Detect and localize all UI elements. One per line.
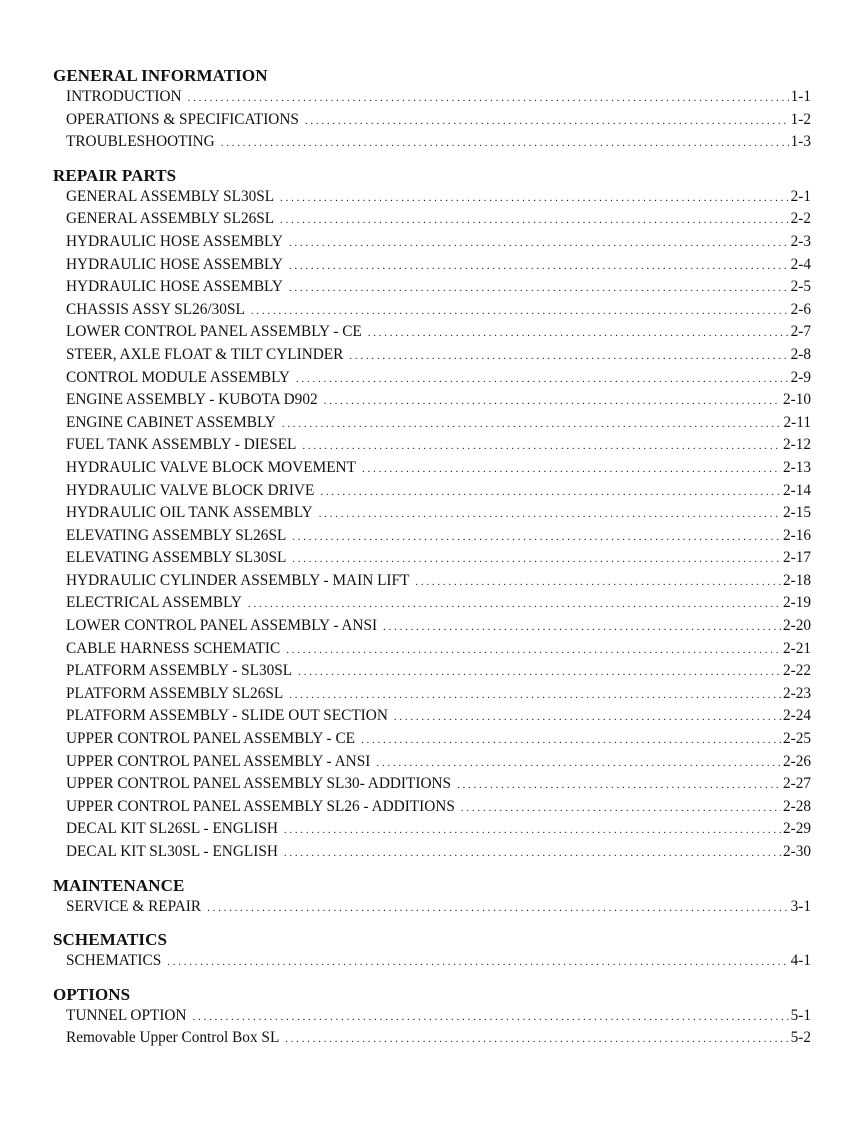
dot-leader — [280, 209, 788, 232]
entry-label: UPPER CONTROL PANEL ASSEMBLY - CE — [66, 730, 356, 748]
entry-label: CHASSIS ASSY SL26/30SL — [66, 300, 245, 318]
dot-leader — [349, 345, 788, 368]
dot-leader — [292, 548, 781, 571]
entry-page-number: 2-10 — [782, 391, 811, 409]
entry-label: SCHEMATICS — [66, 952, 162, 970]
toc-entry[interactable] — [53, 547, 811, 570]
dot-leader — [296, 368, 789, 391]
dot-leader — [368, 322, 789, 345]
dot-leader — [394, 706, 781, 729]
toc-entry[interactable] — [53, 434, 811, 457]
toc-entry[interactable] — [53, 570, 811, 593]
section-entries — [53, 1005, 811, 1050]
toc-entry[interactable] — [53, 660, 811, 683]
entry-label: PLATFORM ASSEMBLY - SL30SL — [66, 662, 293, 680]
entry-page-number: 2-5 — [790, 278, 811, 296]
toc-entry[interactable] — [53, 186, 811, 209]
toc-entry[interactable] — [53, 615, 811, 638]
toc-entry[interactable] — [53, 751, 811, 774]
table-of-contents — [53, 65, 811, 1050]
toc-entry[interactable] — [53, 480, 811, 503]
toc-section — [53, 165, 811, 864]
dot-leader — [376, 752, 781, 775]
section-entries — [53, 86, 811, 154]
toc-entry[interactable] — [53, 728, 811, 751]
toc-entry[interactable] — [53, 638, 811, 661]
dot-leader — [286, 639, 781, 662]
dot-leader — [221, 132, 789, 155]
entry-page-number: 2-20 — [782, 617, 811, 635]
entry-label: Removable Upper Control Box SL — [66, 1029, 280, 1047]
toc-entry[interactable] — [53, 131, 811, 154]
entry-page-number: 2-16 — [782, 526, 811, 544]
entry-label: ELECTRICAL ASSEMBLY — [66, 594, 242, 612]
toc-entry[interactable] — [53, 412, 811, 435]
toc-entry[interactable] — [53, 525, 811, 548]
entry-page-number: 2-4 — [790, 255, 811, 273]
entry-label: PLATFORM ASSEMBLY SL26SL — [66, 684, 284, 702]
entry-label: PLATFORM ASSEMBLY - SLIDE OUT SECTION — [66, 707, 388, 725]
entry-label: GENERAL ASSEMBLY SL26SL — [66, 210, 275, 228]
dot-leader — [289, 255, 789, 278]
entry-page-number: 3-1 — [790, 897, 811, 915]
entry-label: TROUBLESHOOTING — [66, 133, 215, 151]
entry-label: STEER, AXLE FLOAT & TILT CYLINDER — [66, 345, 344, 363]
toc-section — [53, 65, 811, 154]
dot-leader — [251, 300, 789, 323]
entry-label: OPERATIONS & SPECIFICATIONS — [66, 110, 299, 128]
dot-leader — [305, 110, 789, 133]
entry-label: ELEVATING ASSEMBLY SL26SL — [66, 526, 287, 544]
entry-label: TUNNEL OPTION — [66, 1006, 187, 1024]
entry-label: UPPER CONTROL PANEL ASSEMBLY SL30- ADDITIONS — [66, 775, 452, 793]
dot-leader — [292, 526, 781, 549]
entry-label: HYDRAULIC VALVE BLOCK DRIVE — [66, 481, 315, 499]
entry-page-number: 2-6 — [790, 300, 811, 318]
toc-entry[interactable] — [53, 950, 811, 973]
dot-leader — [457, 774, 781, 797]
entry-label: CONTROL MODULE ASSEMBLY — [66, 368, 290, 386]
entry-page-number: 2-30 — [782, 843, 811, 860]
entry-label: ENGINE ASSEMBLY - KUBOTA D902 — [66, 391, 318, 409]
entry-page-number: 2-27 — [782, 775, 811, 793]
toc-entry[interactable] — [53, 86, 811, 109]
toc-entry[interactable] — [53, 276, 811, 299]
toc-entry[interactable] — [53, 502, 811, 525]
entry-page-number: 2-2 — [790, 210, 811, 228]
dot-leader — [284, 842, 781, 865]
entry-label: HYDRAULIC HOSE ASSEMBLY — [66, 232, 283, 250]
entry-label: ENGINE CABINET ASSEMBLY — [66, 413, 276, 431]
entry-page-number: 2-1 — [790, 187, 811, 205]
toc-entry[interactable] — [53, 705, 811, 728]
section-entries — [53, 186, 811, 864]
entry-page-number: 2-15 — [782, 504, 811, 522]
dot-leader — [284, 819, 781, 842]
entry-label: HYDRAULIC CYLINDER ASSEMBLY - MAIN LIFT — [66, 571, 410, 589]
toc-entry[interactable] — [53, 592, 811, 615]
toc-section — [53, 875, 811, 919]
entry-page-number: 2-24 — [782, 707, 811, 725]
section-title: SCHEMATICS — [53, 930, 168, 950]
entry-label: FUEL TANK ASSEMBLY - DIESEL — [66, 436, 297, 454]
dot-leader — [207, 897, 789, 920]
toc-entry[interactable] — [53, 818, 811, 841]
dot-leader — [461, 797, 781, 820]
entry-label: DECAL KIT SL26SL - ENGLISH — [66, 820, 278, 838]
toc-entry[interactable] — [53, 208, 811, 231]
toc-entry[interactable] — [53, 773, 811, 796]
dot-leader — [319, 503, 781, 526]
entry-page-number: 2-17 — [782, 549, 811, 567]
dot-leader — [285, 1028, 788, 1051]
entry-label: INTRODUCTION — [66, 88, 182, 105]
dot-leader — [361, 729, 781, 752]
entry-label: HYDRAULIC OIL TANK ASSEMBLY — [66, 504, 313, 522]
section-entries — [53, 950, 811, 973]
entry-label: LOWER CONTROL PANEL ASSEMBLY - ANSI — [66, 617, 378, 635]
toc-entry[interactable] — [53, 389, 811, 412]
entry-page-number: 2-23 — [782, 684, 811, 702]
dot-leader — [298, 661, 781, 684]
entry-page-number: 2-21 — [782, 639, 811, 657]
entry-label: UPPER CONTROL PANEL ASSEMBLY SL26 - ADDITIONS — [66, 797, 455, 815]
dot-leader — [302, 435, 781, 458]
entry-page-number: 2-18 — [782, 571, 811, 589]
dot-leader — [248, 593, 781, 616]
toc-section — [53, 929, 811, 973]
toc-entry[interactable] — [53, 841, 811, 864]
entry-page-number: 1-1 — [790, 88, 811, 105]
entry-label: HYDRAULIC VALVE BLOCK MOVEMENT — [66, 458, 356, 476]
entry-page-number: 1-3 — [790, 133, 811, 151]
entry-page-number: 4-1 — [790, 952, 811, 970]
dot-leader — [289, 277, 789, 300]
section-title: REPAIR PARTS — [53, 165, 177, 185]
toc-entry[interactable] — [53, 683, 811, 706]
toc-entry[interactable] — [53, 109, 811, 132]
entry-page-number: 2-28 — [782, 797, 811, 815]
dot-leader — [324, 390, 781, 413]
dot-leader — [383, 616, 781, 639]
toc-entry[interactable] — [53, 896, 811, 919]
section-title: MAINTENANCE — [53, 875, 185, 895]
section-title: OPTIONS — [53, 984, 131, 1004]
dot-leader — [167, 951, 788, 974]
entry-page-number: 2-29 — [782, 820, 811, 838]
entry-page-number: 2-25 — [782, 730, 811, 748]
entry-page-number: 2-11 — [783, 413, 811, 431]
toc-entry[interactable] — [53, 321, 811, 344]
entry-page-number: 2-13 — [782, 458, 811, 476]
entry-page-number: 2-8 — [790, 345, 811, 363]
entry-page-number: 2-22 — [782, 662, 811, 680]
entry-page-number: 5-1 — [790, 1006, 811, 1024]
entry-label: HYDRAULIC HOSE ASSEMBLY — [66, 255, 283, 273]
toc-entry[interactable] — [53, 1027, 811, 1050]
entry-page-number: 2-14 — [782, 481, 811, 499]
entry-label: UPPER CONTROL PANEL ASSEMBLY - ANSI — [66, 752, 371, 770]
toc-entry[interactable] — [53, 299, 811, 322]
section-title: GENERAL INFORMATION — [53, 66, 268, 85]
toc-entry[interactable] — [53, 1005, 811, 1028]
dot-leader — [320, 481, 781, 504]
entry-label: GENERAL ASSEMBLY SL30SL — [66, 187, 275, 205]
entry-label: DECAL KIT SL30SL - ENGLISH — [66, 843, 278, 860]
entry-page-number: 5-2 — [790, 1029, 811, 1047]
dot-leader — [289, 684, 781, 707]
dot-leader — [289, 232, 789, 255]
entry-page-number: 2-19 — [782, 594, 811, 612]
dot-leader — [193, 1006, 789, 1029]
toc-entry[interactable] — [53, 344, 811, 367]
dot-leader — [362, 458, 781, 481]
entry-label: CABLE HARNESS SCHEMATIC — [66, 639, 281, 657]
toc-entry[interactable] — [53, 367, 811, 390]
entry-label: LOWER CONTROL PANEL ASSEMBLY - CE — [66, 323, 362, 341]
entry-page-number: 2-12 — [782, 436, 811, 454]
entry-page-number: 2-3 — [790, 232, 811, 250]
section-entries — [53, 896, 811, 919]
toc-entry[interactable] — [53, 254, 811, 277]
entry-page-number: 1-2 — [790, 110, 811, 128]
dot-leader — [282, 413, 782, 436]
dot-leader — [415, 571, 781, 594]
entry-page-number: 2-7 — [790, 323, 811, 341]
toc-section — [53, 984, 811, 1050]
dot-leader — [188, 87, 789, 110]
entry-page-number: 2-26 — [782, 752, 811, 770]
entry-label: ELEVATING ASSEMBLY SL30SL — [66, 549, 287, 567]
toc-entry[interactable] — [53, 457, 811, 480]
entry-label: SERVICE & REPAIR — [66, 897, 202, 915]
toc-entry[interactable] — [53, 796, 811, 819]
entry-label: HYDRAULIC HOSE ASSEMBLY — [66, 278, 283, 296]
entry-page-number: 2-9 — [790, 368, 811, 386]
dot-leader — [280, 187, 788, 210]
toc-entry[interactable] — [53, 231, 811, 254]
